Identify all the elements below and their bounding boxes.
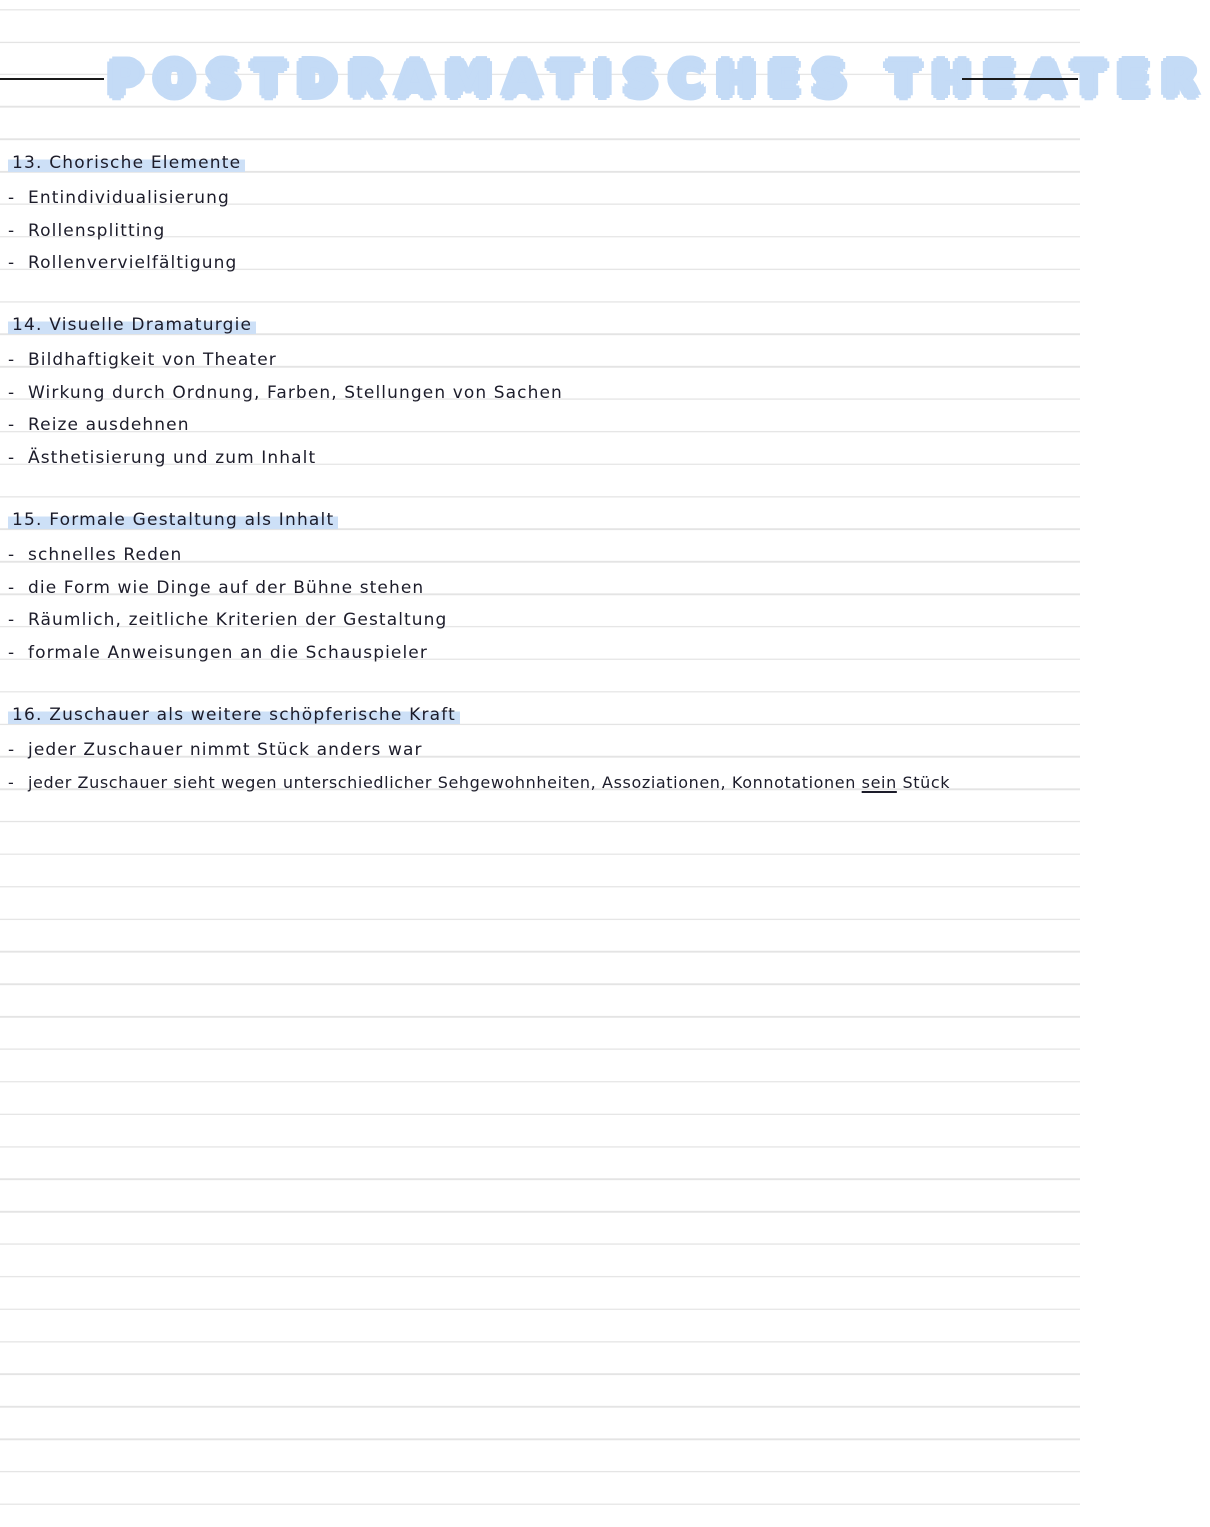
list-item: - Bildhaftigkeit von Theater: [8, 350, 277, 370]
list-item: - Räumlich, zeitliche Kriterien der Gestaltung: [8, 610, 448, 630]
section-13: [8, 152, 1068, 280]
section-heading: 14. Visuelle Dramaturgie: [8, 314, 256, 336]
list-item: - jeder Zuschauer nimmt Stück anders war: [8, 740, 423, 760]
underlined-word: sein: [861, 772, 897, 792]
list-item: - formale Anweisungen an die Schauspieler: [8, 642, 428, 663]
list-item: - Wirkung durch Ordnung, Farben, Stellungen von Sachen: [8, 382, 563, 403]
list-item: - Ästhetisierung und zum Inhalt: [8, 447, 317, 468]
list-item: - jeder Zuschauer sieht wegen unterschiedlicher Sehgewohnheiten, Assoziationen, Konnotationen sein Stück: [8, 772, 951, 792]
list-item: - die Form wie Dinge auf der Bühne stehen: [8, 577, 425, 598]
title-rule-right: [962, 78, 1078, 80]
section-heading: 13. Chorische Elemente: [8, 152, 245, 174]
list-item: - Rollensplitting: [8, 220, 166, 241]
list-item: - schnelles Reden: [8, 545, 183, 565]
section-15: [8, 509, 1068, 669]
page-title: [108, 48, 1210, 110]
list-item: - Reize ausdehnen: [8, 415, 190, 435]
list-item: - Rollenvervielfältigung: [8, 253, 238, 273]
list-item: - Entindividualisierung: [8, 188, 230, 208]
section-heading: 16. Zuschauer als weitere schöpferische Kraft: [8, 704, 460, 726]
section-14: [8, 314, 1068, 474]
section-16: [8, 704, 1068, 799]
section-heading: 15. Formale Gestaltung als Inhalt: [8, 509, 338, 531]
title-rule-left: [0, 78, 104, 80]
title-row: [0, 48, 1210, 110]
page-title-text: POSTDRAMATISCHES THEATER: [108, 52, 1210, 106]
